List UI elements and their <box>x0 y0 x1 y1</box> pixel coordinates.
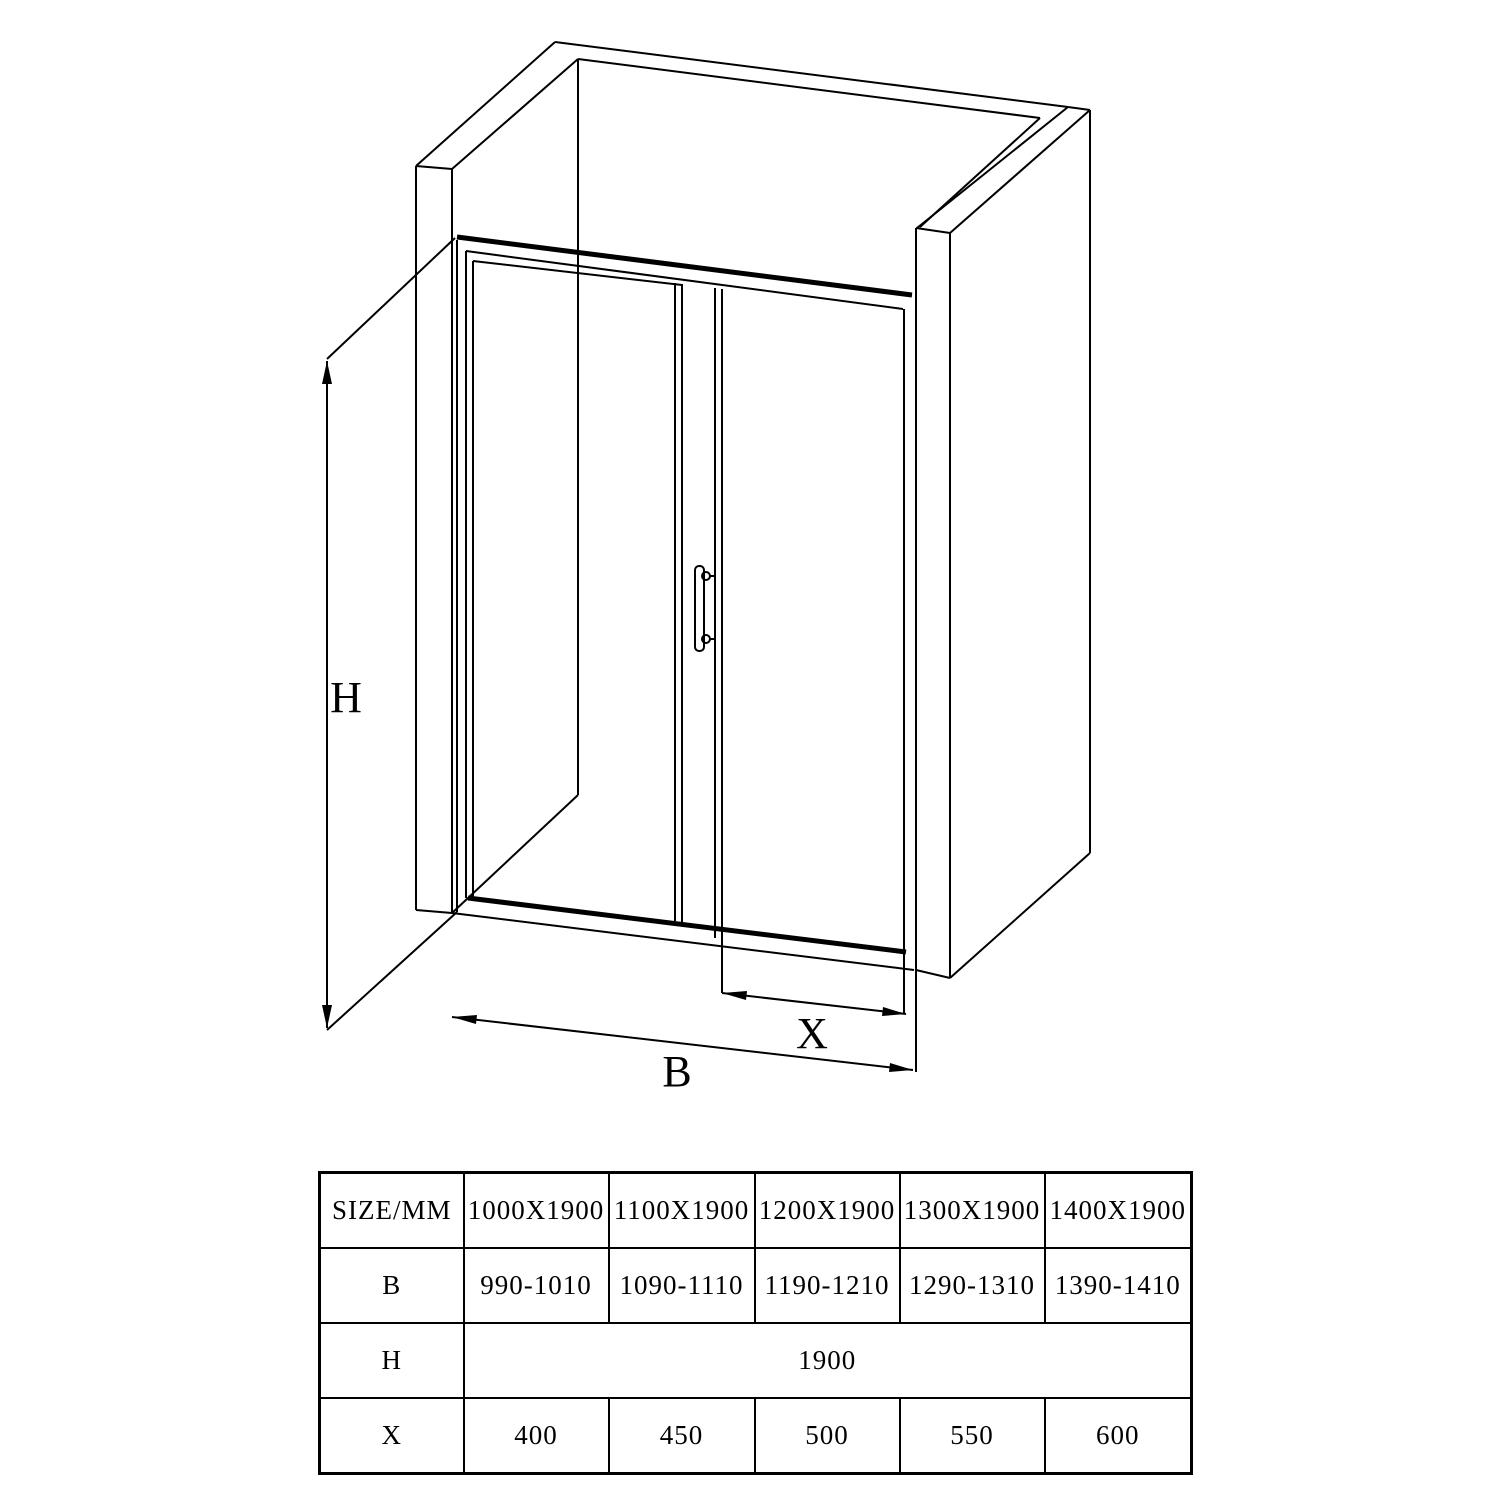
table-cell: 1290-1310 <box>900 1248 1045 1323</box>
table-cell: 990-1010 <box>464 1248 609 1323</box>
table-cell: 400 <box>464 1398 609 1474</box>
door-handle <box>695 566 715 651</box>
table-row-size <box>320 1173 1192 1249</box>
size-table <box>318 1171 1193 1475</box>
table-cell-merged: 1900 <box>464 1323 1192 1398</box>
opening-back-corner <box>452 59 578 913</box>
dimension-x <box>722 991 906 1058</box>
dimension-b-label: B <box>662 1047 692 1096</box>
table-row-b <box>320 1248 1192 1323</box>
table-cell: 1190-1210 <box>755 1248 900 1323</box>
left-wall <box>416 42 578 913</box>
dimension-h <box>322 361 362 1028</box>
row-header-b: B <box>320 1248 464 1323</box>
table-cell: 500 <box>755 1398 900 1474</box>
table-cell: 1100X1900 <box>609 1173 755 1249</box>
right-wall <box>916 110 1090 978</box>
row-header-x: X <box>320 1398 464 1474</box>
top-track <box>457 237 912 309</box>
table-cell: 1390-1410 <box>1045 1248 1192 1323</box>
table-row-x <box>320 1398 1192 1474</box>
table-cell: 450 <box>609 1398 755 1474</box>
header-beam <box>555 42 1090 228</box>
sliding-panel-stiles <box>466 251 916 1072</box>
table-cell: 1090-1110 <box>609 1248 755 1323</box>
table-cell: 1300X1900 <box>900 1173 1045 1249</box>
size-table-container <box>318 1171 1190 1475</box>
table-row-h <box>320 1323 1192 1398</box>
table-cell: 1200X1900 <box>755 1173 900 1249</box>
dimension-b <box>452 1015 913 1096</box>
row-header-size: SIZE/MM <box>320 1173 464 1249</box>
table-cell: 1000X1900 <box>464 1173 609 1249</box>
dimension-h-label: H <box>330 673 362 722</box>
row-header-h: H <box>320 1323 464 1398</box>
table-cell: 600 <box>1045 1398 1192 1474</box>
dimension-x-label: X <box>796 1009 828 1058</box>
table-cell: 1400X1900 <box>1045 1173 1192 1249</box>
table-cell: 550 <box>900 1398 1045 1474</box>
